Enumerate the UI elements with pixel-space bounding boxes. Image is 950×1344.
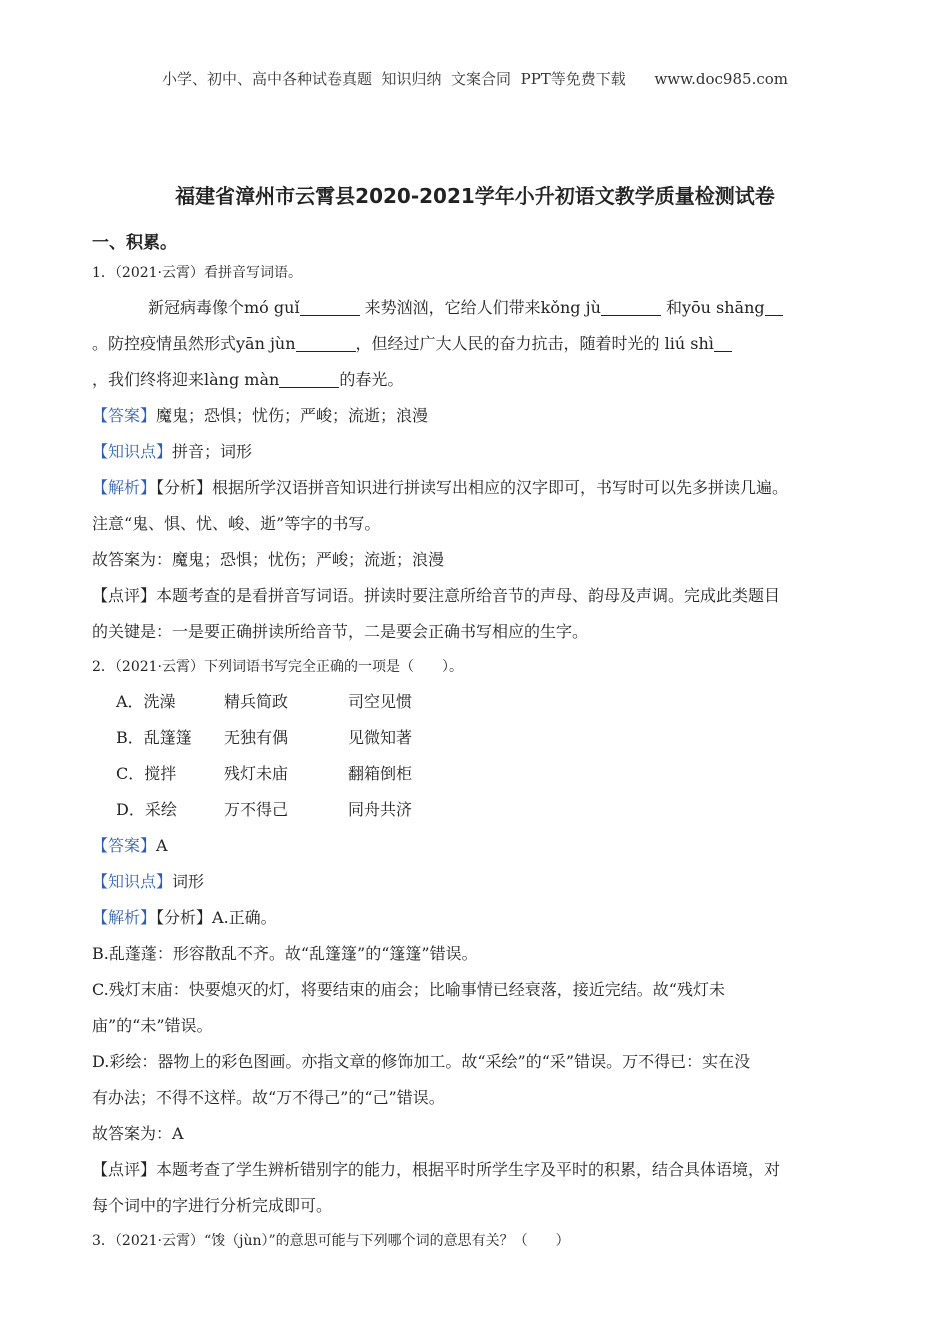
document-title: 福建省漳州市云霄县2020-2021学年小升初语文教学质量检测试卷 (175, 184, 775, 208)
q2-stem: 2．（2021·云霄）下列词语书写完全正确的一项是（ ）。 (92, 659, 463, 675)
answer-blank (279, 369, 339, 388)
section-heading: 一、积累。 (92, 233, 177, 253)
q2-analysis-d-cont: 有办法；不得不这样。故“万不得己”的“己”错误。 (92, 1088, 445, 1107)
answer-blank (601, 297, 661, 316)
knowledge-tag: 【知识点】 (92, 442, 173, 461)
q1-comment: 【点评】本题考查的是看拼音写词语。拼读时要注意所给音节的声母、韵母及声调。完成此类题目 (92, 586, 781, 605)
q2-option-d (92, 792, 860, 828)
q1-paragraph-line3 (92, 362, 860, 398)
q2-option-b (92, 720, 860, 756)
q1-paragraph-line2 (92, 326, 860, 362)
q1-answer (92, 398, 860, 434)
q2-answer (92, 828, 860, 864)
q3-stem: 3．（2021·云霄）“馂（jùn）”的意思可能与下列哪个词的意思有关？（ ） (92, 1233, 570, 1249)
q2-comment: 【点评】本题考查了学生辨析错别字的能力，根据平时所学生字及平时的积累，结合具体语境，对 (92, 1160, 781, 1179)
q1-knowledge-point (92, 434, 860, 470)
q1-text: 新冠病毒像个mó guǐ (148, 298, 300, 317)
option-word: 同舟共济 (348, 800, 413, 819)
knowledge-text: 词形 (172, 872, 205, 891)
q1-stem: 1．（2021·云霄）看拼音写词语。 (92, 265, 302, 281)
q2-analysis-d: D.彩绘：器物上的彩色图画。亦指文章的修饰加工。故“采绘”的“采”错误。万不得已：实在没 (92, 1052, 751, 1071)
q1-paragraph-line1 (92, 290, 860, 326)
q2-analysis (92, 900, 860, 936)
q1-text: 的春光。 (339, 370, 404, 389)
q1-text: ，我们终将迎来làng màn (92, 370, 280, 389)
answer-tag: 【答案】 (92, 406, 157, 425)
q2-final-answer: 故答案为：A (92, 1124, 184, 1143)
q2-knowledge-point (92, 864, 860, 900)
q2-analysis-c-cont: 庙”的“未”错误。 (92, 1016, 213, 1035)
document-body (92, 230, 860, 1258)
option-word: 翻箱倒柜 (348, 764, 413, 783)
option-word: 残灯未庙 (224, 764, 289, 783)
analysis-tag: 【解析】 (92, 908, 157, 927)
q1-text: 。防控疫情虽然形式yān jùn (92, 334, 296, 353)
answer-blank (714, 333, 732, 352)
page-header: 小学、初中、高中各种试卷真题 知识归纳 文案合同 PPT等免费下载 www.doc985.com (161, 70, 788, 88)
knowledge-text: 拼音；词形 (172, 442, 253, 461)
q1-text: 来势汹汹，它给人们带来kǒng jù (359, 298, 601, 317)
q1-analysis-cont: 注意“鬼、惧、忧、峻、逝”等字的书写。 (92, 514, 381, 533)
q2-analysis-c: C.残灯末庙：快要熄灭的灯，将要结束的庙会；比喻事情已经衰落，接近完结。故“残灯未 (92, 980, 725, 999)
option-label: A．洗澡 (116, 692, 176, 711)
answer-text: A (156, 836, 168, 855)
option-word: 司空见惯 (348, 692, 413, 711)
knowledge-tag: 【知识点】 (92, 872, 173, 891)
analysis-text: 【分析】A.正确。 (156, 908, 277, 927)
option-word: 万不得己 (224, 800, 289, 819)
answer-blank (296, 333, 356, 352)
q2-option-a (92, 684, 860, 720)
option-word: 无独有偶 (224, 728, 289, 747)
option-word: 精兵简政 (224, 692, 289, 711)
answer-tag: 【答案】 (92, 836, 157, 855)
q1-text: 和yōu shāng (660, 298, 765, 317)
answer-blank (765, 297, 783, 316)
q1-analysis (92, 470, 860, 506)
analysis-tag: 【解析】 (92, 478, 157, 497)
q1-text: ，但经过广大人民的奋力抗击，随着时光的 liú shì (355, 334, 714, 353)
option-label: B．乱篷篷 (116, 728, 192, 747)
answer-text: 魔鬼；恐惧；忧伤；严峻；流逝；浪漫 (156, 406, 429, 425)
analysis-text: 【分析】根据所学汉语拼音知识进行拼读写出相应的汉字即可，书写时可以先多拼读几遍。 (156, 478, 789, 497)
option-label: C．搅拌 (116, 764, 177, 783)
q2-analysis-b: B.乱蓬蓬：形容散乱不齐。故“乱篷篷”的“篷篷”错误。 (92, 944, 478, 963)
option-label: D．采绘 (116, 800, 177, 819)
q1-comment-cont: 的关键是：一是要正确拼读所给音节，二是要会正确书写相应的生字。 (92, 622, 589, 641)
option-word: 见微知著 (348, 728, 413, 747)
answer-blank (300, 297, 360, 316)
q1-final-answer: 故答案为：魔鬼；恐惧；忧伤；严峻；流逝；浪漫 (92, 550, 445, 569)
q2-comment-cont: 每个词中的字进行分析完成即可。 (92, 1196, 333, 1215)
q2-option-c (92, 756, 860, 792)
